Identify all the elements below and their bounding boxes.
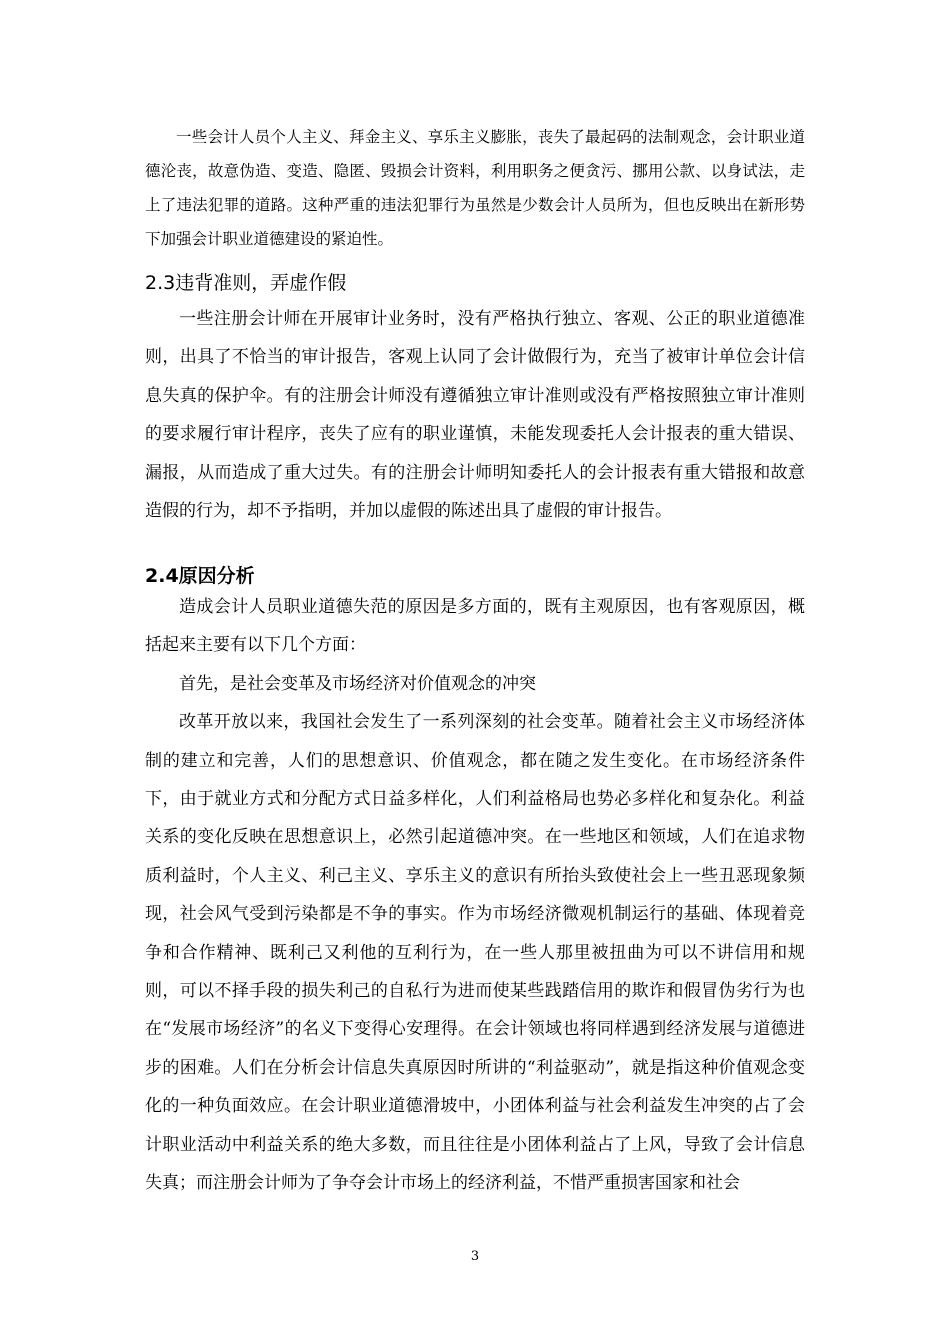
section-heading-2-4: 2.4原因分析 [145,565,255,587]
paragraph-cause-intro: 造成会计人员职业道德失范的原因是多方面的，既有主观原因，也有客观原因，概括起来主要有以下几个方面： [145,597,805,656]
paragraph-social-change: 改革开放以来，我国社会发生了一系列深刻的社会变革。随着社会主义市场经济体制的建立和完善，人们的思想意识、价值观念，都在随之发生变化。在市场经济条件下，由于就业方式和分配方式日益多样化，人们利益格局也势必多样化和复杂化。利益关系的变化反映在思想意识上，必然引起道德冲突。在一些地区和领域，人们在追求物质利益时，个人主义、利己主义、享乐主义的意识有所抬头致使社会上一些丑恶现象频现，社会风气受到污染都是不争的事实。作为市场经济微观机制运行的基础、体现着竞争和合作精神、既利己又利他的互利行为，在一些人那里被扭曲为可以不讲信用和规则，可以不择手段的损失利己的自私行为进而使某些践踏信用的欺诈和假冒伪劣行为也在“发展市场经济”的名义下变得心安理得。在会计领域也将同样遇到经济发展与道德进步的困难。人们在分析会计信息失真原因时所讲的“利益驱动”，就是指这种价值观念变化的一种负面效应。在会计职业道德滑坡中，小团体利益与社会利益发生冲突的占了会计职业活动中利益关系的绝大多数，而且往往是小团体利益占了上风，导致了会计信息失真；而注册会计师为了争夺会计市场上的经济利益，不惜严重损害国家和社会 [145,712,805,1194]
paragraph-first-cause: 首先，是社会变革及市场经济对价值观念的冲突 [179,673,536,694]
page-number: 3 [470,1249,480,1264]
paragraph-auditors-misconduct: 一些注册会计师在开展审计业务时，没有严格执行独立、客观、公正的职业道德准则，出具了不恰当的审计报告，客观上认同了会计做假行为，充当了被审计单位会计信息失真的保护伞。有的注册会计师没有遵循独立审计准则或没有严格按照独立审计准则的要求履行审计程序，丧失了应有的职业谨慎，未能发现委托人会计报表的重大错误、漏报，从而造成了重大过失。有的注册会计师明知委托人的会计报表有重大错报和故意造假的行为，却不予指明，并加以虚假的陈述出具了虚假的审计报告。 [145,309,805,522]
paragraph-legal-awareness: 一些会计人员个人主义、拜金主义、享乐主义膨胀，丧失了最起码的法制观念，会计职业道德沦丧，故意伪造、变造、隐匿、毁损会计资料，利用职务之便贪污、挪用公款、以身试法，走上了违法犯罪的道路。这种严重的违法犯罪行为虽然是少数会计人员所为，但也反映出在新形势下加强会计职业道德建设的紧迫性。 [145,128,805,248]
section-heading-2-3: 2.3违背准则，弄虚作假 [145,272,347,294]
